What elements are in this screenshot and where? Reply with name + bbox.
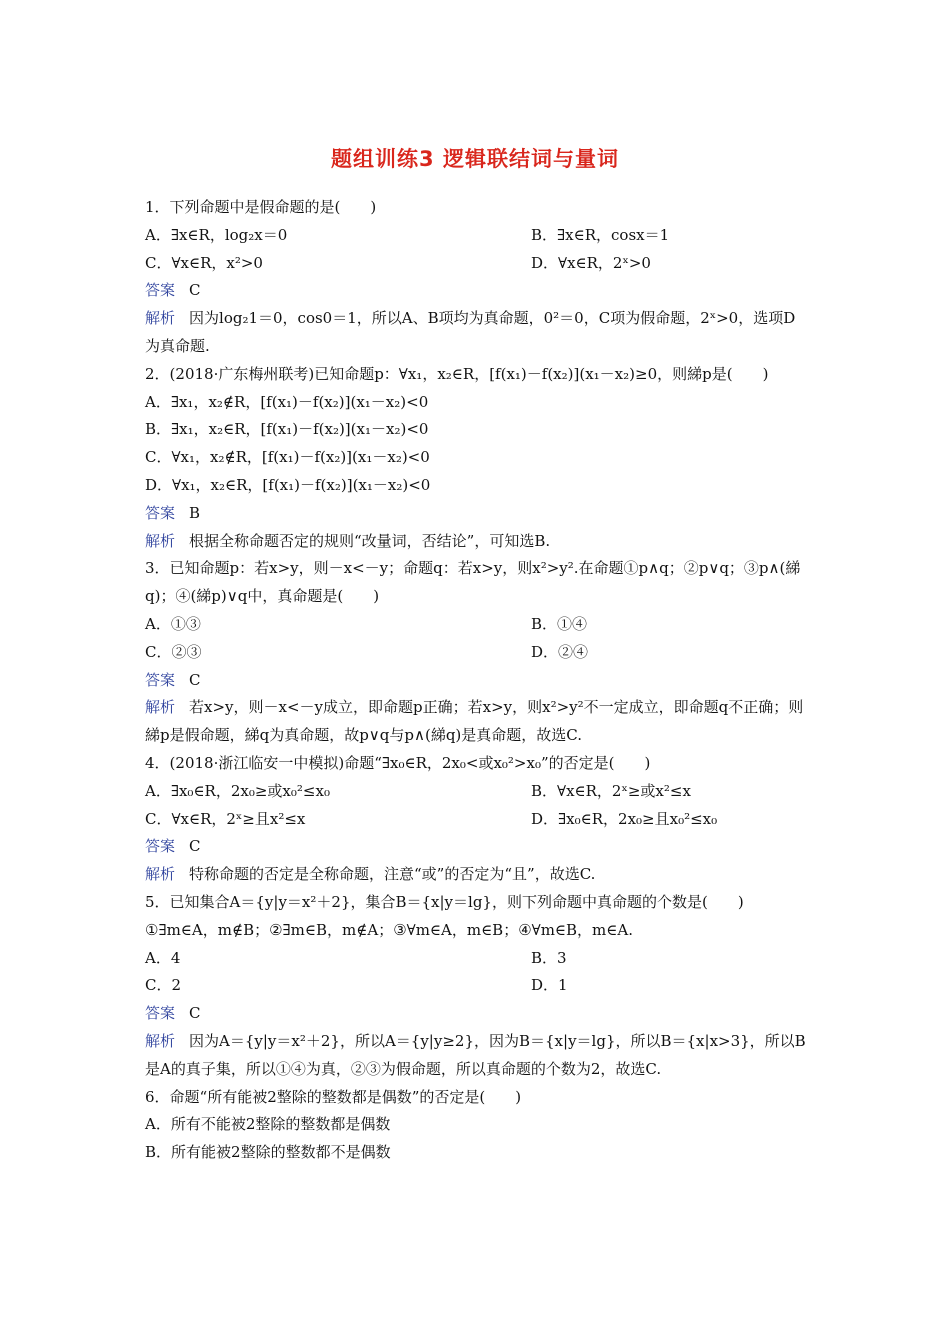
q1-options-ab xyxy=(145,222,810,250)
q5-stem-propositions: ①∃m∈A，m∉B；②∃m∈B，m∉A；③∀m∈A，m∈B；④∀m∈B，m∈A. xyxy=(145,920,633,939)
q1-option-a: A．∃x∈R，log₂x＝0 xyxy=(145,225,288,244)
q1-option-d: D．∀x∈R，2ˣ>0 xyxy=(531,253,651,272)
q5-stem: 5．已知集合A＝{y|y＝x²＋2}，集合B＝{x|y＝lg}，则下列命题中真命题的个数是( ) xyxy=(145,892,744,911)
q4-stem: 4．(2018·浙江临安一中模拟)命题“∃x₀∈R，2x₀<或x₀²>x₀”的否定是( ) xyxy=(145,753,651,772)
q2-analysis-text: 根据全称命题否定的规则“改量词，否结论”，可知选B. xyxy=(189,531,551,550)
q5-option-d: D．1 xyxy=(531,976,568,995)
q5-options-cd xyxy=(145,972,810,1000)
q1-option-c: C．∀x∈R，x²>0 xyxy=(145,253,263,272)
q4-answer-value: C xyxy=(189,837,201,856)
q6-stem: 6．命题“所有能被2整除的整数都是偶数”的否定是( ) xyxy=(145,1087,522,1106)
q1-analysis-text: 因为log₂1＝0，cos0＝1，所以A、B项均为真命题，0²＝0，C项为假命题，2ˣ>0，选项D为真命题. xyxy=(145,309,796,355)
answer-label: 答案 xyxy=(145,281,176,300)
q6-option-a: A．所有不能被2整除的整数都是偶数 xyxy=(145,1115,391,1134)
analysis-label: 解析 xyxy=(145,698,176,717)
q3-option-a: A．①③ xyxy=(145,614,201,633)
analysis-label: 解析 xyxy=(145,309,176,328)
analysis-label: 解析 xyxy=(145,531,176,550)
q5-answer-value: C xyxy=(189,1004,201,1023)
q3-options-cd xyxy=(145,639,810,667)
q1-option-b: B．∃x∈R，cosx＝1 xyxy=(531,225,670,244)
q5-options-ab xyxy=(145,945,810,973)
q3-options-ab xyxy=(145,611,810,639)
analysis-label: 解析 xyxy=(145,865,176,884)
q1-stem: 1．下列命题中是假命题的是( ) xyxy=(145,198,377,216)
q1-answer-value: C xyxy=(189,281,201,300)
q4-option-b: B．∀x∈R，2ˣ≥或x²≤x xyxy=(531,781,691,800)
q4-options-cd xyxy=(145,806,810,834)
q3-answer-value: C xyxy=(189,670,201,689)
q5-answer xyxy=(145,1000,810,1028)
q4-analysis-text: 特称命题的否定是全称命题，注意“或”的否定为“且”，故选C. xyxy=(189,865,596,884)
q2-analysis xyxy=(145,528,810,556)
q2-option-d: D．∀x₁，x₂∈R，[f(x₁)－f(x₂)](x₁－x₂)<0 xyxy=(145,475,431,494)
answer-label: 答案 xyxy=(145,1004,176,1023)
q2-answer-value: B xyxy=(189,503,201,522)
q3-option-c: C．②③ xyxy=(145,642,202,661)
page-title: 题组训练3 逻辑联结词与量词 xyxy=(331,147,619,171)
q5-analysis-text: 因为A＝{y|y＝x²＋2}，所以A＝{y|y≥2}，因为B＝{x|y＝lg}，所以B＝{x|x>3}，所以B是A的真子集，所以①④为真，②③为假命题，所以真命题的个数为2，故选C. xyxy=(145,1031,806,1078)
document-body xyxy=(145,194,810,1167)
q3-analysis xyxy=(145,694,810,750)
q3-answer xyxy=(145,667,810,695)
q4-option-d: D．∃x₀∈R，2x₀≥且x₀²≤x₀ xyxy=(531,809,718,828)
q3-option-b: B．①④ xyxy=(531,614,588,633)
answer-label: 答案 xyxy=(145,837,176,856)
q4-answer xyxy=(145,833,810,861)
q4-option-c: C．∀x∈R，2ˣ≥且x²≤x xyxy=(145,809,306,828)
q6-option-b: B．所有能被2整除的整数都不是偶数 xyxy=(145,1143,391,1162)
q5-option-c: C．2 xyxy=(145,976,182,995)
q4-options-ab xyxy=(145,778,810,806)
q5-option-b: B．3 xyxy=(531,948,567,967)
q4-option-a: A．∃x₀∈R，2x₀≥或x₀²≤x₀ xyxy=(145,781,330,800)
q5-option-a: A．4 xyxy=(145,948,181,967)
q1-options-cd xyxy=(145,250,810,278)
analysis-label: 解析 xyxy=(145,1031,176,1050)
q2-option-a: A．∃x₁，x₂∉R，[f(x₁)－f(x₂)](x₁－x₂)<0 xyxy=(145,392,429,411)
answer-label: 答案 xyxy=(145,503,176,522)
q2-option-b: B．∃x₁，x₂∈R，[f(x₁)－f(x₂)](x₁－x₂)<0 xyxy=(145,420,429,439)
q1-analysis xyxy=(145,305,810,361)
q3-stem: 3．已知命题p：若x>y，则－x<－y；命题q：若x>y，则x²>y².在命题①p∧q；②p∨q；③p∧(綈q)；④(綈p)∨q中，真命题是( ) xyxy=(145,559,801,606)
q2-option-c: C．∀x₁，x₂∉R，[f(x₁)－f(x₂)](x₁－x₂)<0 xyxy=(145,448,430,467)
q3-analysis-text: 若x>y，则－x<－y成立，即命题p正确；若x>y，则x²>y²不一定成立，即命题q不正确；则綈p是假命题，綈q为真命题，故p∨q与p∧(綈q)是真命题，故选C. xyxy=(145,698,804,745)
q1-answer xyxy=(145,277,810,305)
q4-analysis xyxy=(145,861,810,889)
q3-option-d: D．②④ xyxy=(531,642,589,661)
answer-label: 答案 xyxy=(145,670,176,689)
q2-stem: 2．(2018·广东梅州联考)已知命题p：∀x₁，x₂∈R，[f(x₁)－f(x₂)](x₁－x₂)≥0，则綈p是( ) xyxy=(145,364,769,383)
q5-analysis xyxy=(145,1028,810,1084)
q2-answer xyxy=(145,500,810,528)
